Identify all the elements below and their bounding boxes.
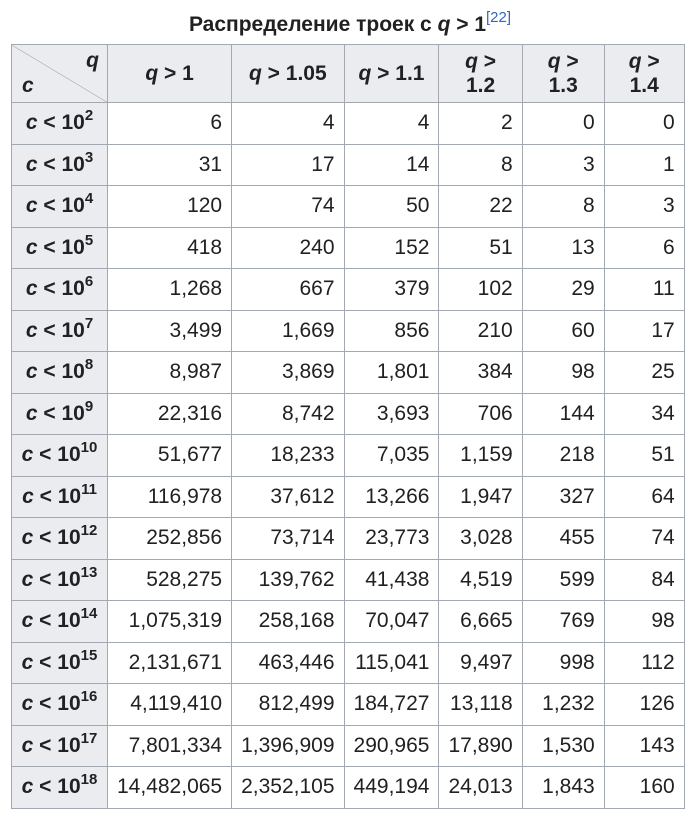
column-header-variable: q (145, 61, 159, 85)
row-header-variable: c (25, 111, 38, 135)
row-header-bound: < 10 (33, 609, 81, 633)
table-cell: 599 (522, 559, 604, 601)
table-cell: 31 (108, 144, 232, 186)
table-row (12, 476, 685, 518)
row-header-exponent: 4 (84, 190, 94, 208)
row-header (12, 103, 108, 145)
row-header (12, 144, 108, 186)
table-body (12, 103, 685, 809)
table-cell: 6 (604, 227, 684, 269)
table-cell: 4,519 (439, 559, 522, 601)
row-header-variable: c (25, 152, 38, 176)
row-header (12, 476, 108, 518)
table-cell: 184,727 (344, 684, 439, 726)
table-cell: 812,499 (232, 684, 344, 726)
table-cell: 64 (604, 476, 684, 518)
table-cell: 0 (604, 103, 684, 145)
table-cell: 210 (439, 310, 522, 352)
table-caption (0, 10, 700, 40)
row-header-variable: c (21, 443, 34, 467)
row-header-variable: c (25, 318, 38, 342)
row-header-exponent: 13 (80, 563, 98, 581)
row-header-bound: < 10 (37, 401, 85, 425)
table-cell: 3,869 (232, 352, 344, 394)
table-cell: 143 (604, 725, 684, 767)
table-cell: 25 (604, 352, 684, 394)
table-cell: 528,275 (108, 559, 232, 601)
triples-distribution-table (11, 44, 685, 809)
column-header-threshold: > 1.1 (371, 61, 425, 85)
table-cell: 116,978 (108, 476, 232, 518)
table-cell: 51,677 (108, 435, 232, 477)
table-cell: 0 (522, 103, 604, 145)
table-cell: 769 (522, 601, 604, 643)
table-cell: 379 (344, 269, 439, 311)
table-cell: 3,028 (439, 518, 522, 560)
table-cell: 8,987 (108, 352, 232, 394)
row-header-bound: < 10 (33, 692, 81, 716)
table-cell: 1,159 (439, 435, 522, 477)
column-header-variable: q (547, 49, 561, 73)
table-cell: 160 (604, 767, 684, 809)
row-header-exponent: 18 (80, 771, 98, 789)
row-header-variable: c (25, 235, 38, 259)
table-cell: 98 (522, 352, 604, 394)
table-cell: 102 (439, 269, 522, 311)
table-cell: 7,035 (344, 435, 439, 477)
table-cell: 1,396,909 (232, 725, 344, 767)
table-cell: 1 (604, 144, 684, 186)
row-header (12, 435, 108, 477)
row-header (12, 767, 108, 809)
row-header-variable: c (21, 733, 34, 757)
table-cell: 9,497 (439, 642, 522, 684)
row-header-bound: < 10 (37, 277, 85, 301)
table-cell: 8 (522, 186, 604, 228)
row-header-bound: < 10 (33, 443, 81, 467)
table-cell: 70,047 (344, 601, 439, 643)
table-row (12, 310, 685, 352)
row-header-variable: c (21, 609, 34, 633)
column-header-variable: q (249, 61, 262, 85)
table-cell: 1,669 (232, 310, 344, 352)
caption-text: Распределение троек с (188, 13, 438, 36)
column-header (604, 45, 684, 103)
table-row (12, 725, 685, 767)
table-cell: 51 (439, 227, 522, 269)
row-header-exponent: 7 (84, 314, 94, 332)
table-cell: 667 (232, 269, 344, 311)
row-header (12, 559, 108, 601)
table-cell: 1,232 (522, 684, 604, 726)
row-header-variable: c (21, 567, 34, 591)
row-header-bound: < 10 (37, 111, 85, 135)
table-cell: 455 (522, 518, 604, 560)
row-header-variable: c (25, 360, 38, 384)
row-header (12, 227, 108, 269)
table-row (12, 352, 685, 394)
column-header-variable: q (358, 61, 372, 85)
table-cell: 11 (604, 269, 684, 311)
corner-row-variable: c (22, 74, 34, 97)
corner-header (12, 45, 108, 103)
caption-condition: > 1 (450, 13, 487, 36)
table-cell: 17 (604, 310, 684, 352)
table-cell: 13,266 (344, 476, 439, 518)
row-header-variable: c (21, 526, 34, 550)
row-header (12, 642, 108, 684)
table-cell: 240 (232, 227, 344, 269)
table-cell: 4 (232, 103, 344, 145)
table-cell: 34 (604, 393, 684, 435)
table-cell: 3,693 (344, 393, 439, 435)
row-header-variable: c (25, 277, 38, 301)
row-header-exponent: 5 (84, 231, 94, 249)
row-header-exponent: 16 (80, 688, 98, 706)
table-cell: 112 (604, 642, 684, 684)
table-cell: 218 (522, 435, 604, 477)
table-row (12, 601, 685, 643)
row-header (12, 518, 108, 560)
column-header-threshold: > 1.2 (465, 49, 497, 97)
row-header-exponent: 17 (80, 729, 98, 747)
table-cell: 50 (344, 186, 439, 228)
table-cell: 998 (522, 642, 604, 684)
row-header-variable: c (25, 194, 38, 218)
table-row (12, 518, 685, 560)
table-cell: 1,947 (439, 476, 522, 518)
row-header-bound: < 10 (37, 360, 85, 384)
row-header-variable: c (21, 775, 34, 799)
table-cell: 115,041 (344, 642, 439, 684)
table-cell: 84 (604, 559, 684, 601)
table-cell: 74 (232, 186, 344, 228)
row-header (12, 352, 108, 394)
table-cell: 13,118 (439, 684, 522, 726)
table-cell: 18,233 (232, 435, 344, 477)
row-header-bound: < 10 (37, 318, 85, 342)
row-header-bound: < 10 (37, 152, 85, 176)
table-cell: 60 (522, 310, 604, 352)
caption-variable: q (437, 13, 451, 36)
table-cell: 152 (344, 227, 439, 269)
table-cell: 73,714 (232, 518, 344, 560)
row-header-bound: < 10 (33, 567, 81, 591)
row-header-variable: c (25, 401, 38, 425)
table-row (12, 227, 685, 269)
table-cell: 24,013 (439, 767, 522, 809)
reference-link[interactable]: [22] (486, 9, 512, 26)
table-cell: 139,762 (232, 559, 344, 601)
table-cell: 856 (344, 310, 439, 352)
table-cell: 258,168 (232, 601, 344, 643)
table-row (12, 767, 685, 809)
row-header-bound: < 10 (33, 733, 81, 757)
table-cell: 14 (344, 144, 439, 186)
row-header-bound: < 10 (33, 650, 81, 674)
table-cell: 384 (439, 352, 522, 394)
column-header (344, 45, 439, 103)
table-row (12, 684, 685, 726)
table-row (12, 103, 685, 145)
table-cell: 22,316 (108, 393, 232, 435)
table-cell: 17 (232, 144, 344, 186)
column-header-threshold: > 1.3 (548, 49, 579, 97)
table-cell: 98 (604, 601, 684, 643)
row-header (12, 725, 108, 767)
table-cell: 2,131,671 (108, 642, 232, 684)
row-header (12, 601, 108, 643)
row-header-exponent: 11 (81, 480, 97, 498)
column-header-variable: q (628, 49, 642, 73)
row-header-exponent: 2 (84, 107, 94, 125)
row-header-bound: < 10 (33, 484, 82, 508)
row-header (12, 310, 108, 352)
table-cell: 4 (344, 103, 439, 145)
row-header-exponent: 10 (80, 439, 98, 457)
table-cell: 22 (439, 186, 522, 228)
row-header-variable: c (21, 692, 34, 716)
column-header (439, 45, 522, 103)
table-cell: 14,482,065 (108, 767, 232, 809)
table-cell: 120 (108, 186, 232, 228)
row-header-exponent: 15 (80, 646, 98, 664)
table-cell: 37,612 (232, 476, 344, 518)
table-row (12, 393, 685, 435)
table-cell: 13 (522, 227, 604, 269)
table-row (12, 144, 685, 186)
table-cell: 449,194 (344, 767, 439, 809)
table-cell: 8,742 (232, 393, 344, 435)
table-cell: 7,801,334 (108, 725, 232, 767)
column-header-threshold: > 1 (158, 61, 194, 85)
table-cell: 1,843 (522, 767, 604, 809)
table-cell: 418 (108, 227, 232, 269)
table-cell: 23,773 (344, 518, 439, 560)
row-header-exponent: 8 (84, 356, 94, 374)
table-cell: 3 (604, 186, 684, 228)
table-cell: 1,075,319 (108, 601, 232, 643)
row-header-bound: < 10 (37, 194, 85, 218)
table-cell: 41,438 (344, 559, 439, 601)
table-row (12, 559, 685, 601)
row-header (12, 186, 108, 228)
row-header-exponent: 3 (84, 148, 94, 166)
row-header-exponent: 14 (80, 605, 98, 623)
table-cell: 3 (522, 144, 604, 186)
table-row (12, 269, 685, 311)
table-cell: 144 (522, 393, 604, 435)
table-cell: 6,665 (439, 601, 522, 643)
table-cell: 2 (439, 103, 522, 145)
table-cell: 706 (439, 393, 522, 435)
corner-column-variable: q (86, 49, 99, 72)
table-cell: 29 (522, 269, 604, 311)
table-cell: 51 (604, 435, 684, 477)
column-header-threshold: > 1.4 (629, 49, 660, 97)
row-header-exponent: 6 (84, 273, 94, 291)
table-cell: 126 (604, 684, 684, 726)
table-cell: 1,268 (108, 269, 232, 311)
table-cell: 17,890 (439, 725, 522, 767)
row-header-exponent: 9 (84, 397, 94, 415)
row-header (12, 269, 108, 311)
row-header-bound: < 10 (33, 775, 81, 799)
table-cell: 74 (604, 518, 684, 560)
table-cell: 1,530 (522, 725, 604, 767)
row-header-bound: < 10 (33, 526, 81, 550)
table-cell: 4,119,410 (108, 684, 232, 726)
row-header-exponent: 12 (80, 522, 98, 540)
column-header (232, 45, 344, 103)
row-header-variable: c (22, 484, 34, 508)
table-row (12, 435, 685, 477)
table-cell: 463,446 (232, 642, 344, 684)
table-cell: 252,856 (108, 518, 232, 560)
column-header-variable: q (465, 49, 478, 73)
column-header (522, 45, 604, 103)
table-cell: 3,499 (108, 310, 232, 352)
table-row (12, 642, 685, 684)
row-header-bound: < 10 (37, 235, 85, 259)
table-cell: 2,352,105 (232, 767, 344, 809)
row-header (12, 393, 108, 435)
column-header-threshold: > 1.05 (261, 61, 327, 85)
table-cell: 290,965 (344, 725, 439, 767)
table-cell: 327 (522, 476, 604, 518)
row-header-variable: c (21, 650, 34, 674)
table-cell: 8 (439, 144, 522, 186)
header-row (12, 45, 685, 103)
row-header (12, 684, 108, 726)
column-header (108, 45, 232, 103)
table-cell: 6 (108, 103, 232, 145)
table-cell: 1,801 (344, 352, 439, 394)
table-row (12, 186, 685, 228)
